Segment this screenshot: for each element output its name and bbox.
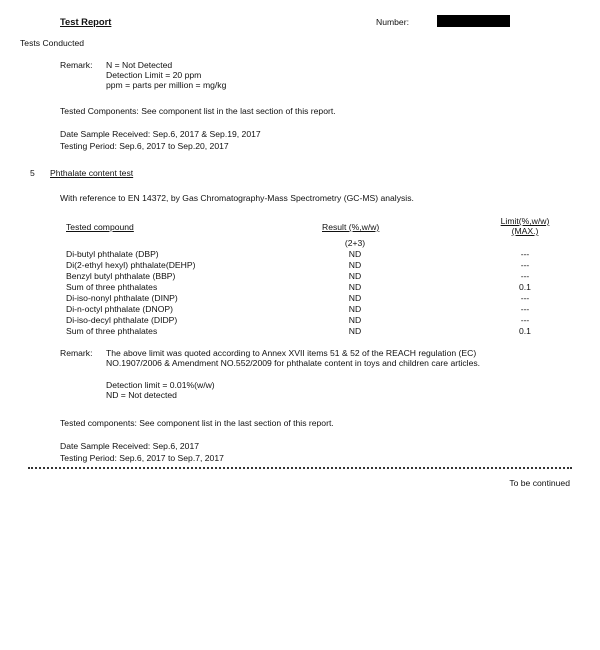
table-row bbox=[66, 304, 566, 315]
table-header-compound: Tested compound bbox=[66, 222, 134, 232]
compound-cell: Sum of three phthalates bbox=[66, 326, 158, 336]
compound-cell: Di-butyl phthalate (DBP) bbox=[66, 249, 159, 259]
table-row bbox=[66, 271, 566, 282]
remark-line-detection-limit: Detection Limit = 20 ppm bbox=[106, 70, 202, 81]
redacted-report-number bbox=[437, 15, 510, 27]
table-header-limit-line1: Limit(%,w/w) bbox=[500, 216, 550, 226]
limit-cell: --- bbox=[520, 271, 530, 281]
remark-label: Remark: bbox=[60, 60, 93, 70]
remark-line-nd: N = Not Detected bbox=[106, 60, 173, 70]
document-title: Test Report bbox=[60, 16, 112, 27]
limit-cell: 0.1 bbox=[519, 282, 531, 292]
result-cell: ND bbox=[348, 304, 362, 314]
tests-conducted-heading: Tests Conducted bbox=[20, 38, 85, 48]
compound-cell: Di-iso-nonyl phthalate (DINP) bbox=[66, 293, 178, 303]
remark-block-1 bbox=[60, 60, 226, 90]
limit-cell: --- bbox=[520, 315, 530, 325]
table-subheader-sample: (2+3) bbox=[344, 238, 366, 248]
tested-components-note: Tested Components: See component list in the last section of this report. bbox=[60, 106, 336, 116]
remark-label: Remark: bbox=[60, 348, 93, 358]
result-cell: ND bbox=[348, 315, 362, 325]
compound-cell: Di-n-octyl phthalate (DNOP) bbox=[66, 304, 173, 314]
testing-period-2: Testing Period: Sep.6, 2017 to Sep.7, 2017 bbox=[60, 453, 224, 463]
section-number: 5 bbox=[30, 168, 35, 178]
limit-cell: --- bbox=[520, 304, 530, 314]
method-reference: With reference to EN 14372, by Gas Chromatography-Mass Spectrometry (GC-MS) analysis. bbox=[60, 193, 414, 203]
remark-reach-line2: NO.1907/2006 & Amendment NO.552/2009 for phthalate content in toys and children care articles. bbox=[106, 358, 481, 369]
to-be-continued: To be continued bbox=[509, 478, 570, 488]
testing-period: Testing Period: Sep.6, 2017 to Sep.20, 2017 bbox=[60, 141, 229, 151]
result-cell: ND bbox=[348, 260, 362, 270]
remark-nd-definition: ND = Not detected bbox=[106, 390, 177, 401]
limit-cell: --- bbox=[520, 293, 530, 303]
table-row bbox=[66, 315, 566, 326]
section-title: Phthalate content test bbox=[50, 168, 134, 178]
compound-cell: Benzyl butyl phthalate (BBP) bbox=[66, 271, 176, 281]
date-sample-received-2: Date Sample Received: Sep.6, 2017 bbox=[60, 441, 200, 451]
table-header-limit bbox=[492, 216, 558, 236]
result-cell: ND bbox=[348, 326, 362, 336]
result-cell: ND bbox=[348, 282, 362, 292]
tested-components-note-2: Tested components: See component list in the last section of this report. bbox=[60, 418, 334, 428]
remark-block-2 bbox=[60, 348, 580, 401]
table-header-limit-line2: (MAX.) bbox=[511, 226, 539, 237]
report-number-label: Number: bbox=[376, 17, 409, 27]
table-row bbox=[66, 293, 566, 304]
remark-detection-limit: Detection limit = 0.01%(w/w) bbox=[106, 380, 215, 391]
table-row bbox=[66, 282, 566, 293]
end-of-section-divider bbox=[28, 467, 572, 469]
compound-cell: Di(2-ethyl hexyl) phthalate(DEHP) bbox=[66, 260, 196, 270]
compound-cell: Sum of three phthalates bbox=[66, 282, 158, 292]
phthalate-results-table bbox=[66, 249, 566, 337]
date-sample-received: Date Sample Received: Sep.6, 2017 & Sep.19, 2017 bbox=[60, 129, 261, 139]
table-row bbox=[66, 249, 566, 260]
limit-cell: --- bbox=[520, 260, 530, 270]
table-row bbox=[66, 326, 566, 337]
table-row bbox=[66, 260, 566, 271]
table-header-result: Result (%,w/w) bbox=[322, 222, 380, 232]
limit-cell: 0.1 bbox=[519, 326, 531, 336]
result-cell: ND bbox=[348, 293, 362, 303]
limit-cell: --- bbox=[520, 249, 530, 259]
remark-line-ppm: ppm = parts per million = mg/kg bbox=[106, 80, 227, 91]
compound-cell: Di-iso-decyl phthalate (DIDP) bbox=[66, 315, 178, 325]
remark-reach-line1: The above limit was quoted according to Annex XVII items 51 & 52 of the REACH regulation (EC) bbox=[106, 348, 477, 358]
result-cell: ND bbox=[348, 271, 362, 281]
result-cell: ND bbox=[348, 249, 362, 259]
